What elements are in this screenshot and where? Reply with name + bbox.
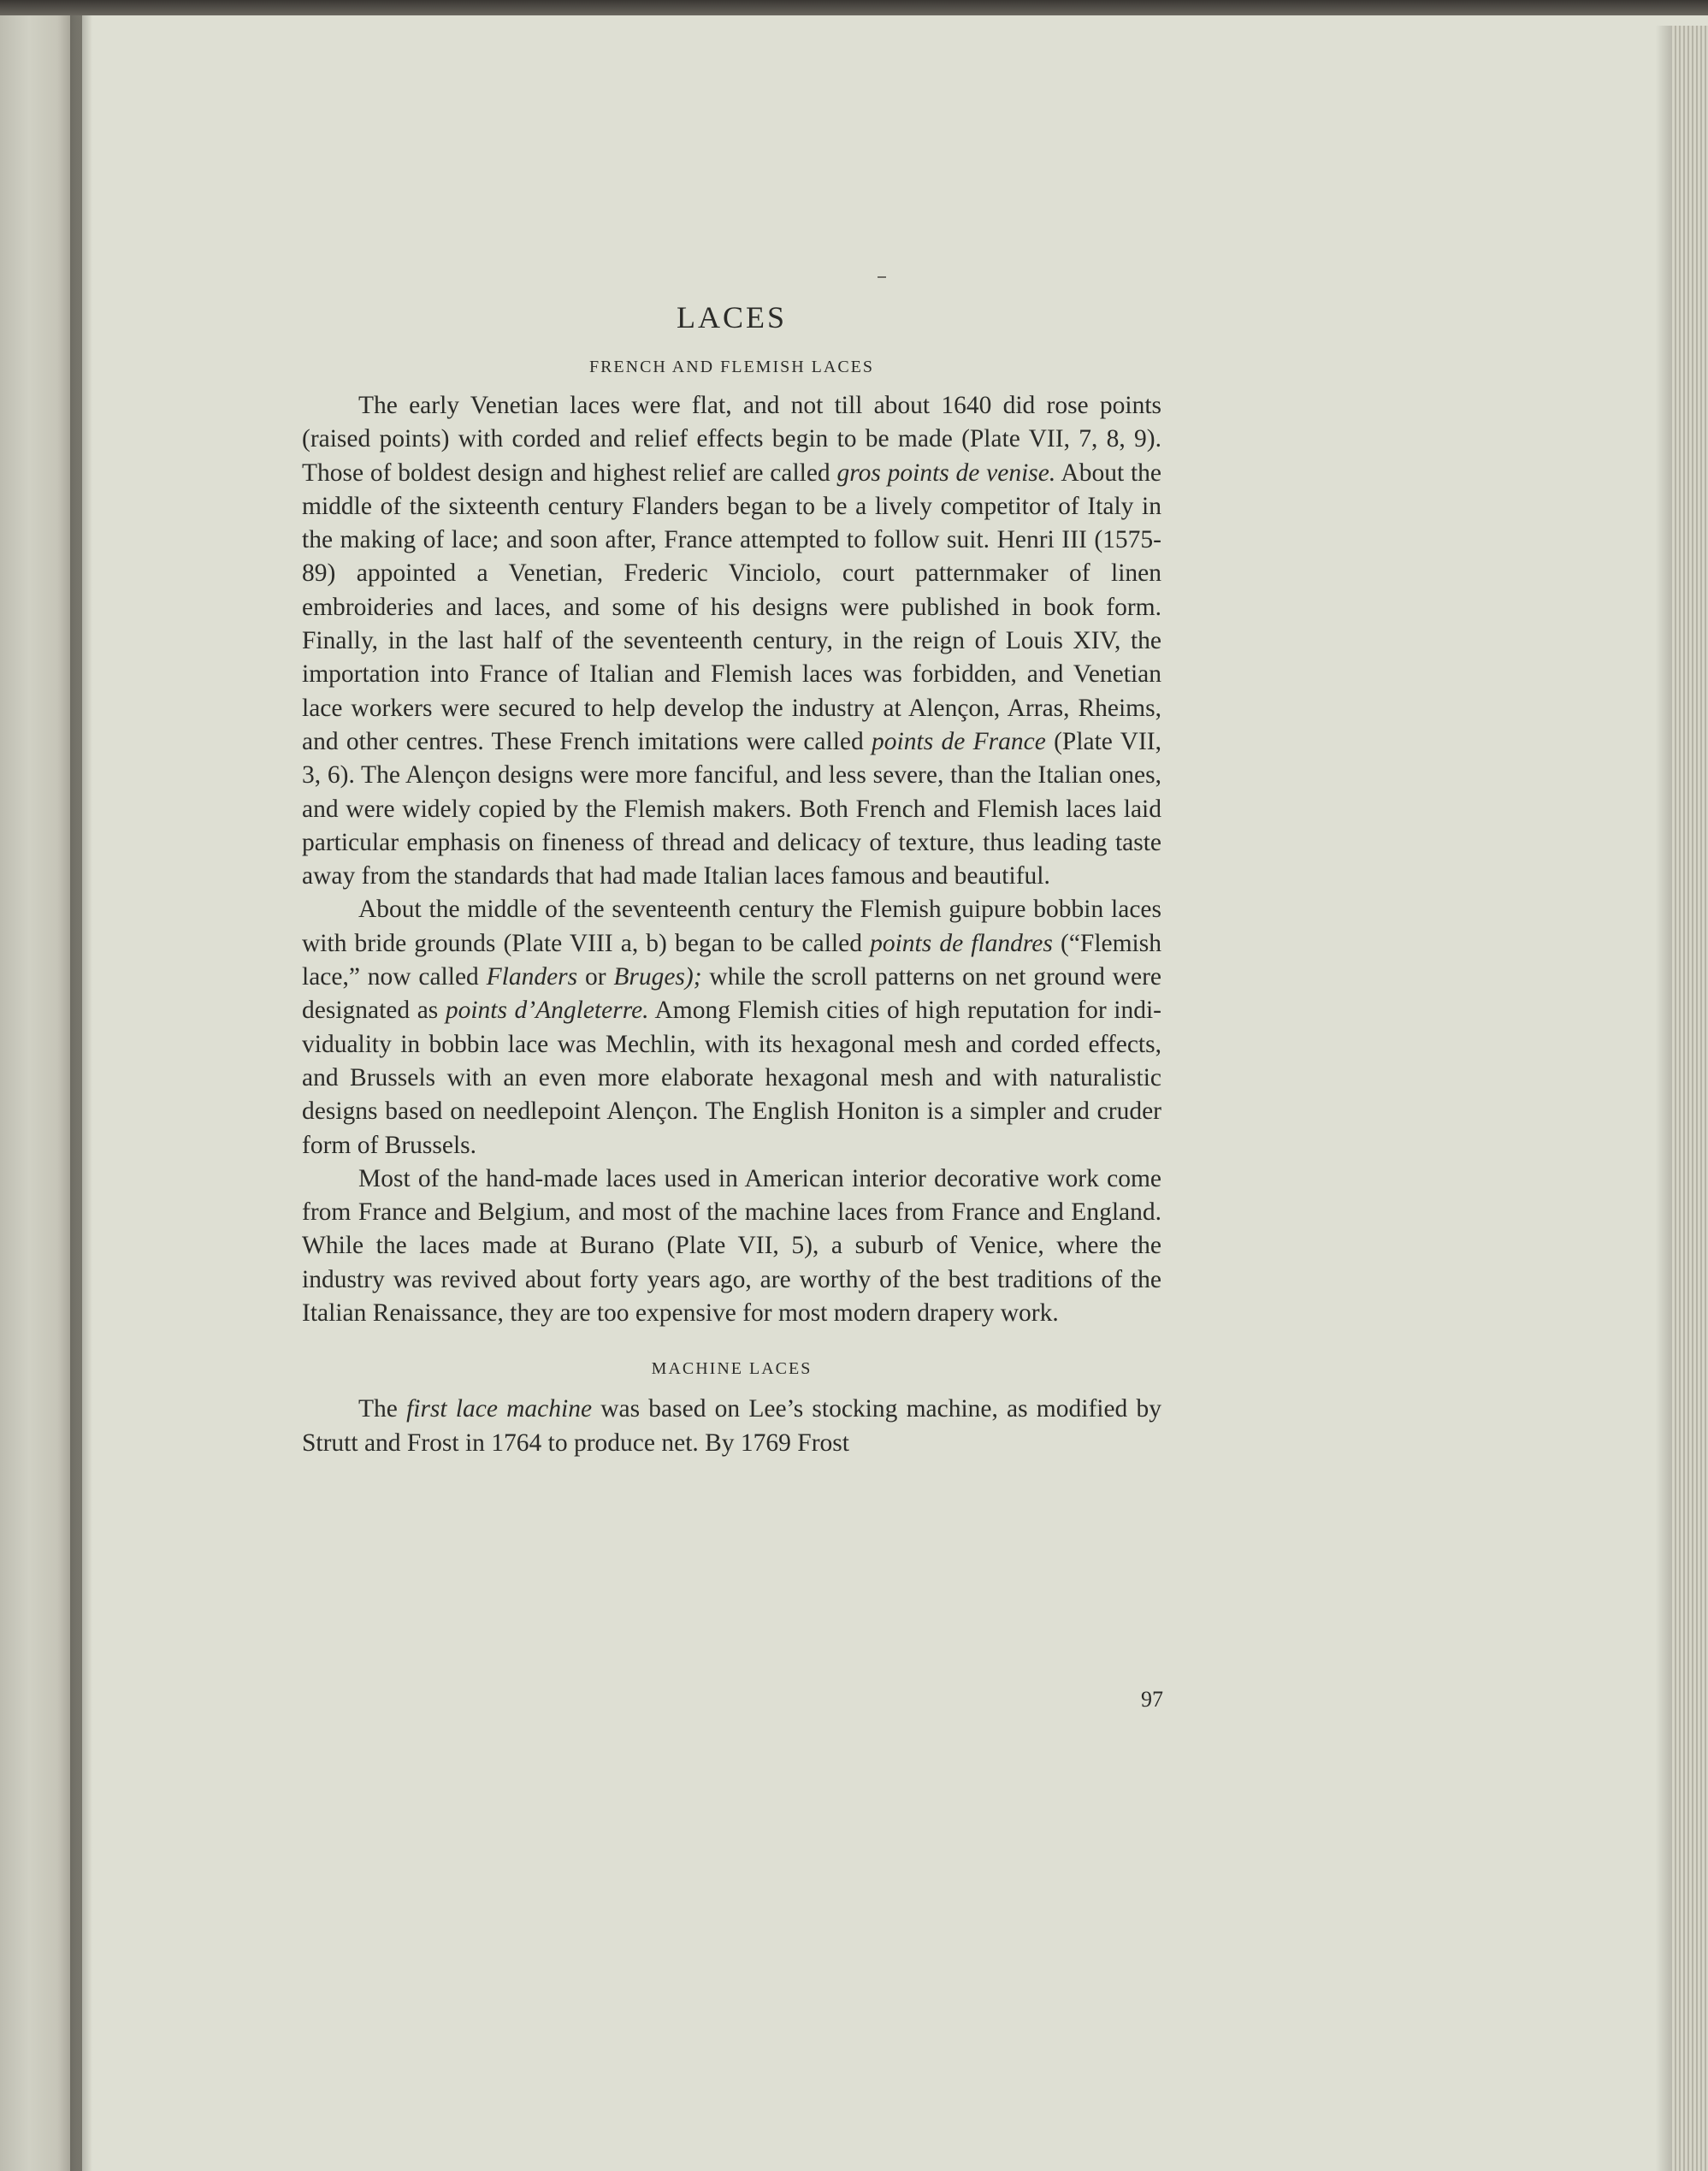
page-content xyxy=(302,299,1161,1460)
paragraph xyxy=(302,1393,1161,1460)
text-run: Among Flemish cities of high reputation for individuality in bobbin lace was Mechlin, with its hexagonal mesh and corded effects, and Brussels with an even more elaborate hexagonal mesh and with naturalistic designs based on needlepoint Alençon. The English Honiton is a simpler and cruder form of Brussels. xyxy=(302,997,1161,1159)
text-run: About the middle of the seventeenth century the Flemish guipure bobbin laces with bride grounds (Plate VIII a, b) began to be called xyxy=(302,896,1161,957)
section-heading-machine-laces: MACHINE LACES xyxy=(651,1359,813,1379)
italic-term: first lace machine xyxy=(406,1395,593,1423)
text-run: About the middle of the sixteenth century Flanders began to be a lively competitor of Italy in the making of lace; and soon after, France attempted to follow suit. Henri III (1575-89) appointed a Venetian, Frederic Vinciolo, court patternmaker of linen embroideries and laces, and some of his designs were published in book form. Finally, in the last half of the seventeenth century, in the reign of Louis XIV, the importation into France of Italian and Flemish laces was forbidden, and Venetian lace workers were secured to help develop the industry at Alençon, Arras, Rheims, and other centres. These French imitations were called xyxy=(302,458,1161,755)
page-number: 97 xyxy=(1141,1687,1163,1712)
paragraph xyxy=(302,893,1161,1162)
italic-term: points de France xyxy=(872,727,1046,755)
page-title: LACES xyxy=(676,300,787,334)
paragraph xyxy=(302,1162,1161,1330)
italic-term: Bruges); xyxy=(613,963,702,991)
text-run: Most of the hand-made laces used in American interior decorative work come from France and Belgium, and most of the machine laces from France and England. While the laces made at Burano (Plate VII, 5), a suburb of Venice, where the industry was revived about forty years ago, are worthy of the best traditions of the Italian Renaissance, they are too expensive for most modern drapery work. xyxy=(302,1164,1161,1328)
text-run: while the scroll patterns on net ground were designated as xyxy=(302,963,1161,1025)
section-heading-french-flemish: FRENCH AND FLEMISH LACES xyxy=(588,358,875,376)
gutter-shadow xyxy=(70,15,92,2171)
text-run: The early Venetian laces were flat, and not till about 1640 did rose points (raised points) with corded and relief effects begin to be made (Plate VII, 7, 8, 9). Those of boldest design and highest relief are called xyxy=(302,392,1161,487)
page-stack-edge xyxy=(1672,26,1708,2171)
italic-term: points d’Angleterre. xyxy=(445,997,649,1025)
text-run: (“Flemish lace,” now called xyxy=(302,929,1161,991)
text-run: or xyxy=(577,963,614,991)
text-run: The xyxy=(358,1395,407,1423)
print-mark xyxy=(878,276,886,278)
italic-term: points de flandres xyxy=(870,929,1053,957)
text-run: (Plate VII, 3, 6). The Alençon designs were more fanciful, and less severe, than the Italian ones, and were widely copied by the Flemish makers. Both French and Flemish laces laid particular emphasis on fineness of thread and delicacy of texture, thus leading taste away from the standards that had made Italian laces famous and beautiful. xyxy=(302,727,1161,890)
paragraph xyxy=(302,389,1161,893)
italic-term: Flanders xyxy=(486,963,578,991)
italic-term: gros points de venise. xyxy=(836,458,1056,487)
text-run: was based on Lee’s stocking machine, as modified by Strutt and Frost in 1764 to produce net. By 1769 Frost xyxy=(302,1395,1161,1457)
